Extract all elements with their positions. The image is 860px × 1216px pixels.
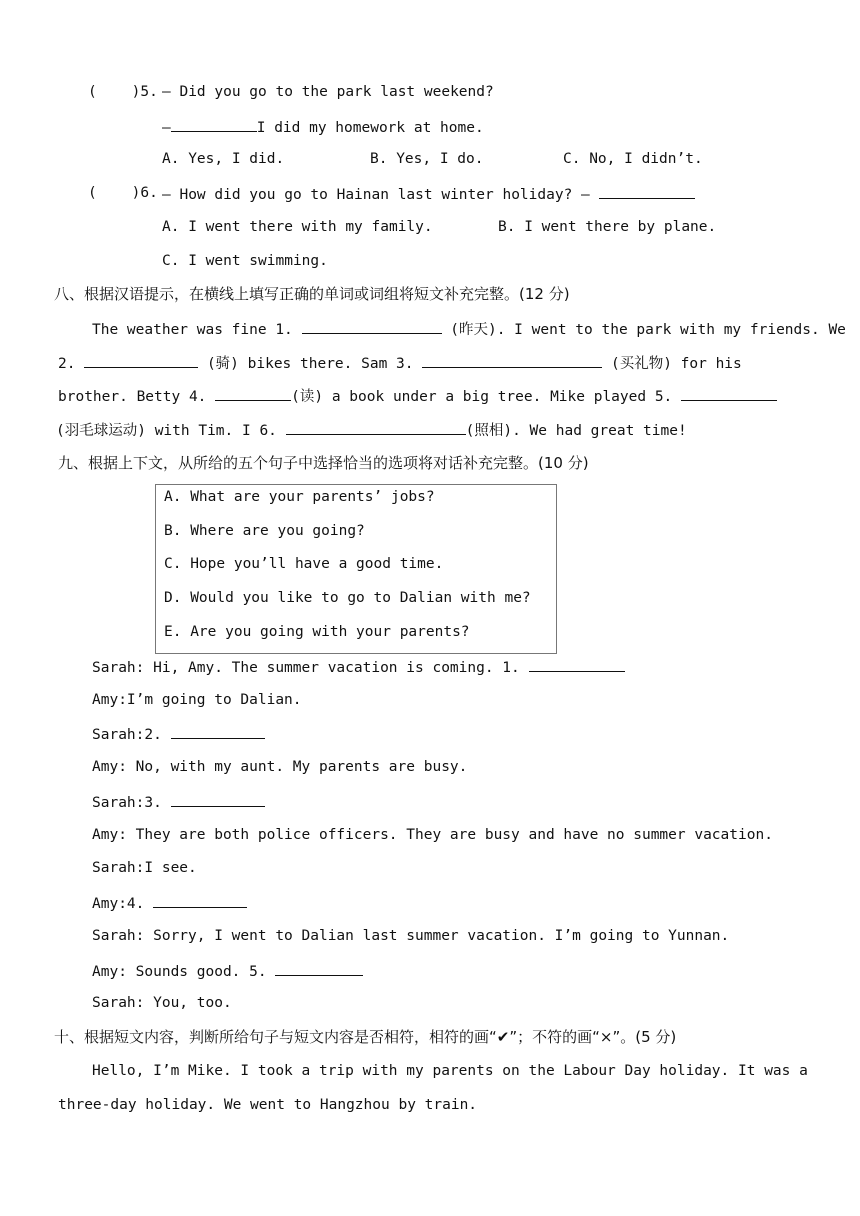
section10-title: 十、根据短文内容，判断所给句子与短文内容是否相符，相符的画“✔”；不符的画“×”。(5 分)	[54, 1028, 677, 1046]
s8-blank-5[interactable]	[681, 385, 777, 401]
section9-title: 九、根据上下文，从所给的五个句子中选择恰当的选项将对话补充完整。(10 分)	[58, 454, 589, 472]
dialogue-line-7: Sarah:I see.	[92, 860, 197, 876]
q5-reply-text: I did my homework at home.	[256, 120, 484, 136]
s8-text-3b: (读) a book under a big tree. Mike played 5.	[291, 389, 673, 405]
s8-blank-4[interactable]	[215, 385, 291, 401]
dialogue-line-6: Amy: They are both police officers. They are busy and have no summer vacation.	[92, 827, 773, 843]
s8-blank-3[interactable]	[422, 352, 602, 368]
dialogue-line-8	[92, 892, 247, 914]
q6-answer-blank[interactable]	[599, 183, 695, 199]
s8-blank-2[interactable]	[84, 352, 198, 368]
s8-text-2a: 2.	[58, 356, 76, 372]
s9-blank-4[interactable]	[153, 892, 247, 908]
section8-line1	[92, 318, 846, 340]
s8-blank-6[interactable]	[286, 419, 466, 435]
dialogue-line-1	[92, 656, 625, 678]
s9-option-c: C. Hope you’ll have a good time.	[164, 556, 444, 572]
dialogue-line-9: Sarah: Sorry, I went to Dalian last summer vacation. I’m going to Yunnan.	[92, 928, 730, 944]
s9-option-d: D. Would you like to go to Dalian with me?	[164, 590, 531, 606]
s9-option-e: E. Are you going with your parents?	[164, 624, 470, 640]
q5-stem: — Did you go to the park last weekend?	[162, 84, 494, 100]
section8-line3	[58, 385, 777, 407]
dialogue-text-3: Sarah:2.	[92, 727, 162, 743]
q5-option-a: A. Yes, I did.	[162, 151, 285, 167]
s9-blank-3[interactable]	[171, 791, 265, 807]
q6-option-c: C. I went swimming.	[162, 253, 328, 269]
dialogue-line-2: Amy:I’m going to Dalian.	[92, 692, 302, 708]
dialogue-text-10: Amy: Sounds good. 5.	[92, 964, 267, 980]
s8-text-1a: The weather was fine 1.	[92, 322, 293, 338]
dialogue-text-5: Sarah:3.	[92, 795, 162, 811]
s8-text-1b: (昨天). I went to the park with my friends. We	[450, 322, 846, 338]
q5-reply	[162, 116, 484, 138]
s8-text-3a: brother. Betty 4.	[58, 389, 207, 405]
q6-paren: ( )6.	[88, 185, 158, 201]
q5-option-b: B. Yes, I do.	[370, 151, 484, 167]
s9-blank-5[interactable]	[275, 960, 363, 976]
s8-text-2c: (买礼物) for his	[610, 356, 742, 372]
q6-stem	[162, 183, 695, 205]
section8-line4	[56, 419, 687, 441]
dialogue-line-11: Sarah: You, too.	[92, 995, 232, 1011]
dialogue-text-1: Sarah: Hi, Amy. The summer vacation is coming. 1.	[92, 660, 520, 676]
dialogue-line-10	[92, 960, 363, 982]
q5-answer-blank[interactable]	[171, 116, 257, 132]
s8-text-4b: (照相). We had great time!	[465, 423, 687, 439]
q5-option-c: C. No, I didn’t.	[563, 151, 703, 167]
s8-text-2b: (骑) bikes there. Sam 3.	[206, 356, 414, 372]
section8-line2	[58, 352, 742, 374]
q6-option-a: A. I went there with my family.	[162, 219, 433, 235]
dialogue-text-8: Amy:4.	[92, 896, 145, 912]
s9-option-a: A. What are your parents’ jobs?	[164, 489, 435, 505]
section10-paragraph-line-1: Hello, I’m Mike. I took a trip with my parents on the Labour Day holiday. It was a	[92, 1063, 808, 1079]
q5-paren: ( )5.	[88, 84, 158, 100]
section10-paragraph-line-2: three-day holiday. We went to Hangzhou by train.	[58, 1097, 478, 1113]
s9-blank-1[interactable]	[529, 656, 625, 672]
s9-blank-2[interactable]	[171, 723, 265, 739]
s9-option-b: B. Where are you going?	[164, 523, 365, 539]
q6-option-b: B. I went there by plane.	[498, 219, 717, 235]
q5-reply-dash: —	[162, 120, 171, 136]
q6-stem-text: — How did you go to Hainan last winter holiday? —	[162, 187, 590, 203]
dialogue-line-5	[92, 791, 265, 813]
dialogue-line-3	[92, 723, 265, 745]
s8-blank-1[interactable]	[302, 318, 442, 334]
dialogue-line-4: Amy: No, with my aunt. My parents are busy.	[92, 759, 468, 775]
section8-title: 八、根据汉语提示，在横线上填写正确的单词或词组将短文补充完整。(12 分)	[54, 285, 570, 303]
s8-text-4a: (羽毛球运动) with Tim. I 6.	[56, 423, 277, 439]
